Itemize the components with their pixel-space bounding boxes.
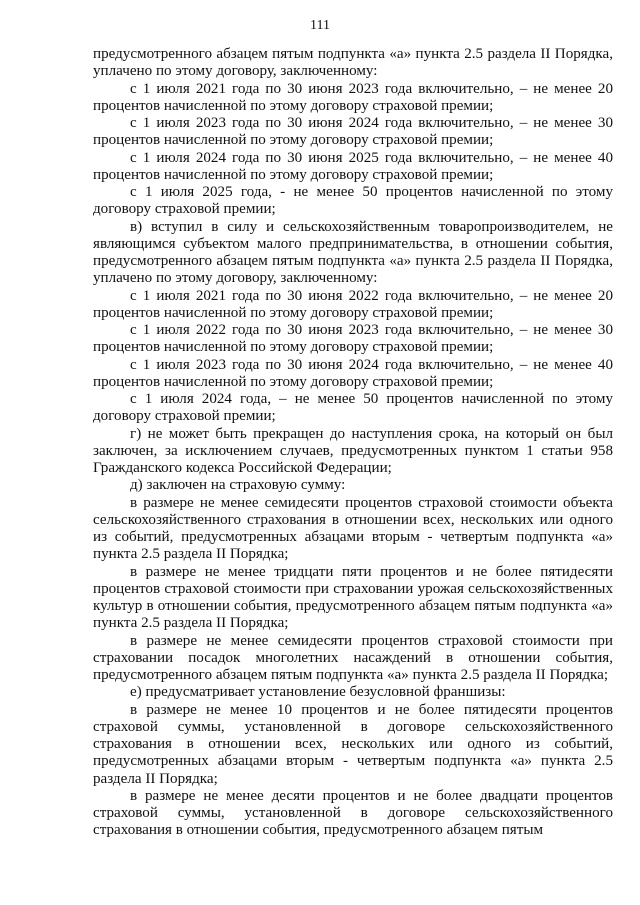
paragraph: с 1 июля 2022 года по 30 июня 2023 года включительно, – не менее 30 процентов начисленной по этому договору страховой премии; [93, 322, 613, 356]
paragraph: предусмотренного абзацем пятым подпункта «а» пункта 2.5 раздела II Порядка, уплачено по этому договору, заключенному: [93, 46, 613, 80]
paragraph: с 1 июля 2025 года, - не менее 50 процентов начисленной по этому договору страховой премии; [93, 184, 613, 218]
page-number: 111 [310, 18, 330, 33]
paragraph: с 1 июля 2024 года по 30 июня 2025 года включительно, – не менее 40 процентов начисленной по этому договору страховой премии; [93, 149, 613, 183]
document-body [93, 46, 613, 840]
paragraph: г) не может быть прекращен до наступления срока, на который он был заключен, за исключением случаев, предусмотренных пунктом 1 статьи 958 Гражданского кодекса Российской Федерации; [93, 425, 613, 476]
paragraph: в размере не менее семидесяти процентов страховой стоимости при страховании посадок многолетних насаждений в отношении события, предусмотренного абзацем пятым подпункта «а» пункта 2.5 раздела II Порядка; [93, 632, 613, 683]
paragraph: в) вступил в силу и сельскохозяйственным товаропроизводителем, не являющимся субъектом малого предпринимательства, в отношении события, предусмотренного абзацем пятым подпункта «а» пункта 2.5 раздела II Порядка, уплачено по этому договору, заключенному: [93, 218, 613, 287]
paragraph: в размере не менее десяти процентов и не более двадцати процентов страховой суммы, установленной в договоре сельскохозяйственного страхования в отношении события, предусмотренного абзацем пятым [93, 787, 613, 839]
paragraph: е) предусматривает установление безусловной франшизы: [130, 684, 506, 701]
paragraph: в размере не менее тридцати пяти процентов и не более пятидесяти процентов страховой стоимости при страховании урожая сельскохозяйственных культур в отношении события, предусмотренного абзацем пятым подпункта «а» пункта 2.5 раздела II Порядка; [93, 563, 613, 632]
paragraph: с 1 июля 2021 года по 30 июня 2023 года включительно, – не менее 20 процентов начисленной по этому договору страховой премии; [93, 80, 613, 114]
paragraph: с 1 июля 2021 года по 30 июня 2022 года включительно, – не менее 20 процентов начисленной по этому договору страховой премии; [93, 287, 613, 321]
paragraph: в размере не менее 10 процентов и не более пятидесяти процентов страховой суммы, установленной в договоре сельскохозяйственного страхования в отношении всех, нескольких или одного из событий, предусмотренных абзацами вторым - четвертым подпункта «а» пункта 2.5 раздела II Порядка; [93, 701, 613, 787]
paragraph: д) заключен на страховую сумму: [130, 477, 346, 494]
paragraph: с 1 июля 2023 года по 30 июня 2024 года включительно, – не менее 40 процентов начисленной по этому договору страховой премии; [93, 356, 613, 390]
paragraph: с 1 июля 2024 года, – не менее 50 процентов начисленной по этому договору страховой премии; [93, 391, 613, 425]
paragraph: с 1 июля 2023 года по 30 июня 2024 года включительно, – не менее 30 процентов начисленной по этому договору страховой премии; [93, 115, 613, 149]
paragraph: в размере не менее семидесяти процентов страховой стоимости объекта сельскохозяйственного страхования в отношении всех, нескольких или одного из событий, предусмотренных абзацами вторым - четвертым подпункта «а» пункта 2.5 раздела II Порядка; [93, 494, 613, 563]
